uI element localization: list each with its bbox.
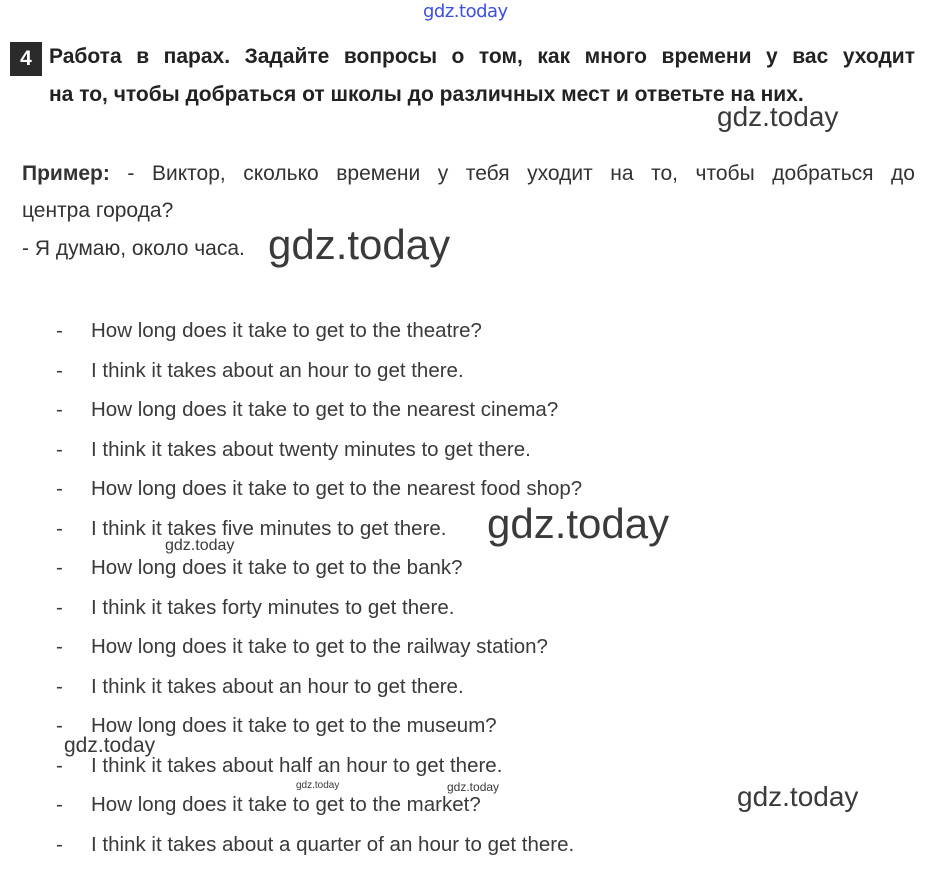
dialogue-dash: - (56, 516, 63, 540)
dialogue-text: I think it takes about half an hour to get there. (91, 753, 503, 777)
dialogue-dash: - (56, 477, 63, 500)
dialogue-line (50, 312, 850, 352)
dialogue-line (50, 549, 850, 589)
watermark: gdz.today (447, 780, 500, 794)
dialogue-dash: - (56, 674, 63, 698)
dialogue-line (50, 707, 850, 747)
dialogue-text: I think it takes forty minutes to get there. (91, 595, 455, 619)
dialogue-text: I think it takes about a quarter of an hour to get there. (91, 832, 575, 856)
dialogue-text: How long does it take to get to the museum? (91, 714, 497, 737)
dialogue-dash: - (56, 635, 63, 658)
example-label: Пример: (22, 162, 110, 185)
dialogue-text: How long does it take to get to the railway station? (91, 635, 548, 658)
dialogue-dash: - (56, 753, 63, 777)
dialogue-text: I think it takes five minutes to get there. (91, 516, 447, 540)
dialogue-dash: - (56, 714, 63, 737)
dialogue-dash: - (56, 358, 63, 382)
example-line-2: центра города? (22, 199, 174, 222)
dialogue-dash: - (56, 832, 63, 856)
dialogue-dash: - (56, 319, 63, 342)
example-block (22, 155, 915, 268)
dialogue-text: How long does it take to get to the bank? (91, 556, 463, 579)
dialogue-text: I think it takes about twenty minutes to get there. (91, 437, 531, 461)
watermark: gdz.today (64, 734, 156, 757)
watermark: gdz.today (717, 101, 839, 132)
dialogue-line (50, 826, 850, 866)
dialogue-dash: - (56, 595, 63, 619)
watermark: gdz.today (296, 780, 340, 791)
example-line-1 (22, 155, 915, 192)
dialogue-dash: - (56, 793, 63, 816)
watermark: gdz.today (268, 221, 451, 268)
task-instruction-line-2: на то, чтобы добраться от школы до различных мест и ответьте на них. (49, 83, 804, 106)
dialogue-text: I think it takes about an hour to get there. (91, 358, 464, 382)
dialogue-line (50, 431, 850, 471)
task-instruction-line-1: Работа в парах. Задайте вопросы о том, как много времени у вас уходит (49, 45, 915, 68)
example-line-3: - Я думаю, около часа. (22, 237, 245, 260)
watermark: gdz.today (737, 781, 859, 812)
dialogue-line (50, 470, 850, 510)
dialogue-text: How long does it take to get to the nearest cinema? (91, 398, 559, 421)
dialogue-line (50, 668, 850, 708)
dialogue-text: How long does it take to get to the nearest food shop? (91, 477, 583, 500)
dialogue-line (50, 589, 850, 629)
example-question-start: - Виктор, сколько времени у тебя уходит на то, чтобы добраться до (109, 162, 915, 185)
dialogue-dash: - (56, 437, 63, 461)
dialogue-text: I think it takes about an hour to get there. (91, 674, 464, 698)
dialogue-dash: - (56, 556, 63, 579)
dialogue-dash: - (56, 398, 63, 421)
dialogue-line (50, 628, 850, 668)
watermark: gdz.today (165, 537, 235, 554)
dialogue-text: How long does it take to get to the market? (91, 793, 481, 816)
dialogue-line (50, 391, 850, 431)
watermark: gdz.today (487, 500, 670, 547)
task-number-badge: 4 (10, 42, 42, 76)
dialogue-text: How long does it take to get to the theatre? (91, 319, 482, 342)
dialogue-line (50, 352, 850, 392)
watermark-top: gdz.today (423, 1, 508, 22)
